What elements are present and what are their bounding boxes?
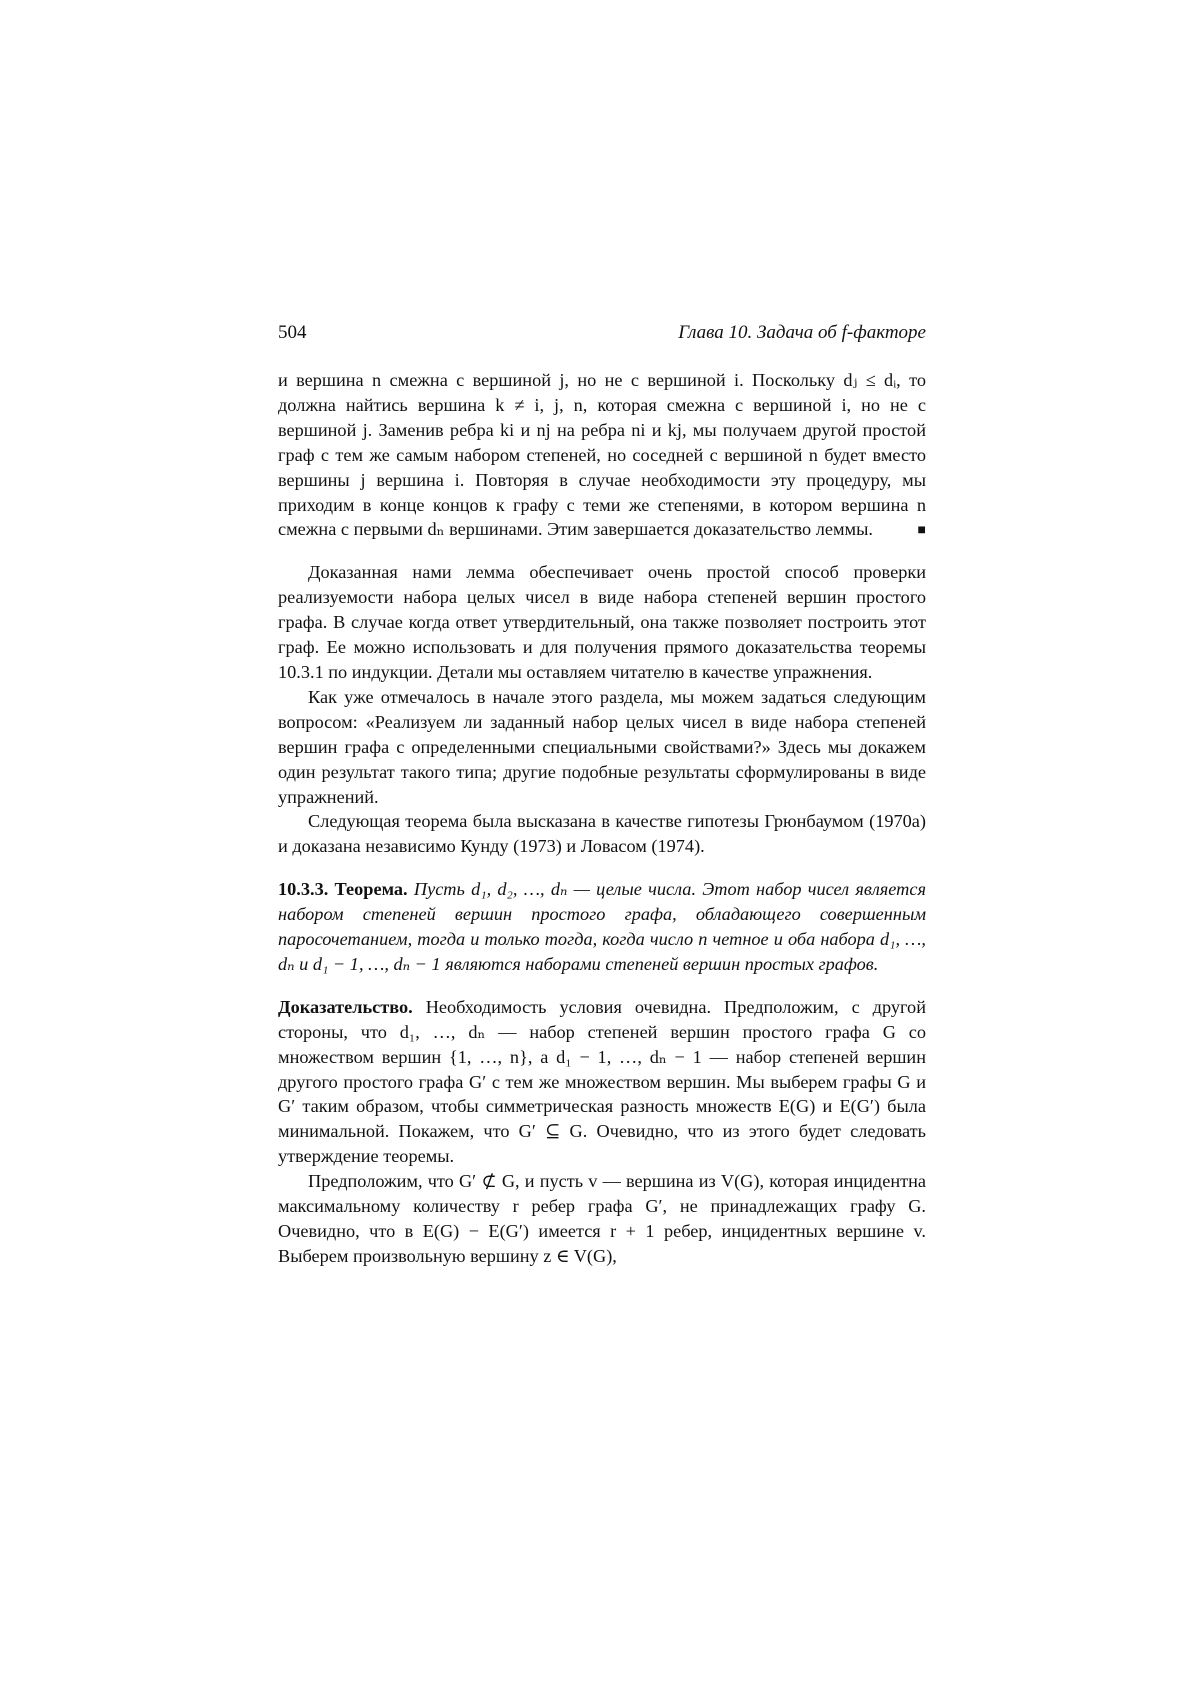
paragraph-lemma-end xyxy=(278,368,926,542)
spacer xyxy=(278,542,926,560)
paragraph: Доказанная нами лемма обеспечивает очень простой способ проверки реализуемости набора целых чисел в виде набора степеней вершин простого графа. В случае когда ответ утвердительный, она также позволяет построить этот граф. Ее можно использовать и для получения прямого доказательства теоремы 10.3.1 по индукции. Детали мы оставляем читателю в качестве упражнения. xyxy=(278,562,926,682)
running-head xyxy=(278,322,926,348)
spacer xyxy=(278,977,926,995)
theorem-statement: Пусть d₁, d₂, …, dₙ — целые числа. Этот набор чисел является набором степеней вершин простого графа, обладающего совершенным паросочетанием, тогда и только тогда, когда число n четное и оба набора d₁, …, dₙ и d₁ − 1, …, dₙ − 1 являются наборами степеней вершин простых графов. xyxy=(278,879,926,974)
paragraph: Следующая теорема была высказана в качестве гипотезы Грюнбаумом (1970a) и доказана независимо Кунду (1973) и Ловасом (1974). xyxy=(278,811,926,857)
proof-text: Необходимость условия очевидна. Предположим, с другой стороны, что d₁, …, dₙ — набор степеней вершин простого графа G со множеством вершин {1, …, n}, а d₁ − 1, …, dₙ − 1 — набор степеней вершин другого простого графа G′ с тем же множеством вершин. Мы выберем графы G и G′ таким образом, чтобы симметрическая разность множеств E(G) и E(G′) была минимальной. Покажем, что G′ ⊆ G. Очевидно, что из этого будет следовать утверждение теоремы. xyxy=(278,996,926,1167)
paragraph-text: и вершина n смежна с вершиной j, но не с вершиной i. Поскольку dⱼ ≤ dᵢ, то должна найтись вершина k ≠ i, j, n, которая смежна с вершиной i, но не с вершиной j. Заменив ребра ki и nj на ребра ni и kj, мы получаем другой простой граф с тем же самым набором степеней, но соседней с вершиной n будет вместо вершины j вершина i. Повторяя в случае необходимости эту процедуру, мы приходим в конце концов к графу с теми же степенями, в котором вершина n смежна с первыми dₙ вершинами. Этим завершается доказательство леммы. xyxy=(278,370,926,540)
qed-icon: ■ xyxy=(917,523,926,539)
chapter-title: Глава 10. Задача об f-факторе xyxy=(678,322,926,343)
spacer xyxy=(278,859,926,877)
paragraph: Предположим, что G′ ⊄ G, и пусть v — вершина из V(G), которая инцидентна максимальному количеству r ребер графа G′, не принадлежащих графу G. Очевидно, что в E(G) − E(G′) имеется r + 1 ребер, инцидентных вершине v. Выберем произвольную вершину z ∈ V(G), xyxy=(278,1171,926,1266)
book-page xyxy=(278,322,926,1269)
theorem-label: 10.3.3. Теорема. xyxy=(278,879,414,900)
body-text xyxy=(278,368,926,1269)
paragraph: Как уже отмечалось в начале этого раздела, мы можем задаться следующим вопросом: «Реализуем ли заданный набор целых чисел в виде набора степеней вершин графа с определенными специальными свойствами?» Здесь мы докажем один результат такого типа; другие подобные результаты сформулированы в виде упражнений. xyxy=(278,686,926,807)
proof xyxy=(278,995,926,1169)
page-number: 504 xyxy=(278,322,307,343)
theorem-10-3-3 xyxy=(278,877,926,977)
proof-label: Доказательство. xyxy=(278,996,426,1017)
